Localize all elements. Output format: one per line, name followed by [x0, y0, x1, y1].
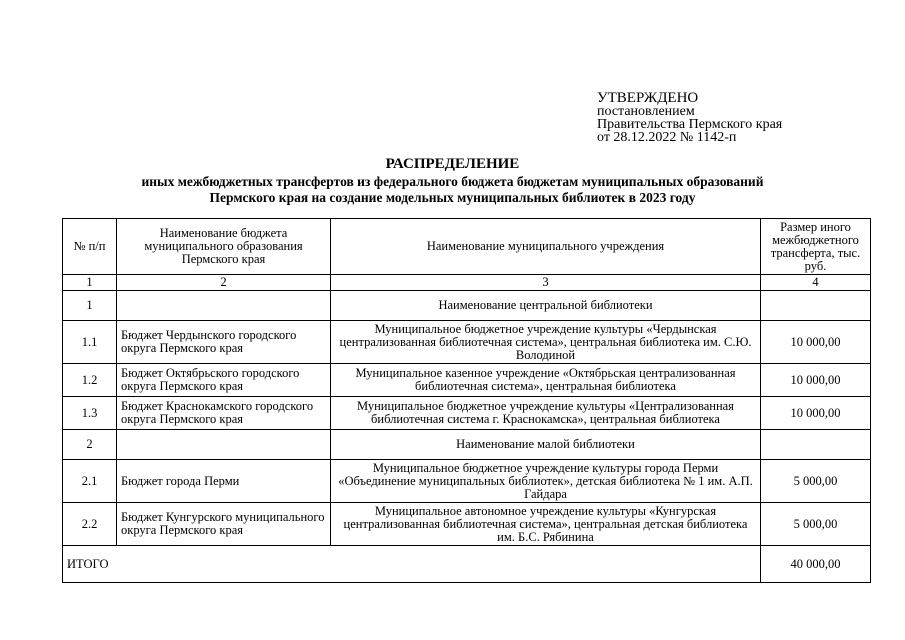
row-budget: Бюджет Октябрьского городского округа Пермского края — [117, 364, 331, 397]
column-number: 1 — [63, 275, 117, 291]
row-budget: Бюджет города Перми — [117, 460, 331, 503]
row-amount: 5 000,00 — [761, 460, 871, 503]
header-budget: Наименование бюджета муниципального образования Пермского края — [117, 219, 331, 275]
section-empty-cell — [117, 291, 331, 321]
total-row — [63, 546, 871, 583]
document-title: РАСПРЕДЕЛЕНИЕ — [385, 156, 520, 172]
section-row — [63, 291, 871, 321]
row-institution: Муниципальное бюджетное учреждение культуры «Чердынская централизованная библиотечная система», центральная библиотека им. С.Ю. Володиной — [331, 321, 761, 364]
table-row — [63, 397, 871, 430]
approval-line-3: от 28.12.2022 № 1142-п — [597, 130, 737, 145]
table-row — [63, 321, 871, 364]
row-num: 1.3 — [63, 397, 117, 430]
approval-block — [597, 92, 782, 144]
row-num: 2.2 — [63, 503, 117, 546]
header-institution: Наименование муниципального учреждения — [331, 219, 761, 275]
section-row — [63, 430, 871, 460]
column-number: 4 — [761, 275, 871, 291]
row-institution: Муниципальное казенное учреждение «Октябрьская централизованная библиотечная система», центральная библиотека — [331, 364, 761, 397]
row-num: 1.2 — [63, 364, 117, 397]
table-row — [63, 364, 871, 397]
row-amount: 10 000,00 — [761, 364, 871, 397]
total-label: ИТОГО — [63, 546, 761, 583]
row-institution: Муниципальное бюджетное учреждение культуры города Перми «Объединение муниципальных библиотек», детская библиотека № 1 им. А.П. Гайдара — [331, 460, 761, 503]
distribution-table — [62, 218, 871, 583]
row-amount: 5 000,00 — [761, 503, 871, 546]
section-empty-cell — [761, 430, 871, 460]
row-budget: Бюджет Кунгурского муниципального округа Пермского края — [117, 503, 331, 546]
row-amount: 10 000,00 — [761, 397, 871, 430]
section-title: Наименование центральной библиотеки — [331, 291, 761, 321]
approval-title: УТВЕРЖДЕНО — [597, 90, 699, 106]
row-institution: Муниципальное бюджетное учреждение культуры «Централизованная библиотечная система г. Краснокамска», центральная библиотека — [331, 397, 761, 430]
row-institution: Муниципальное автономное учреждение культуры «Кунгурская централизованная библиотечная система», центральная детская библиотека им. Б.С. Рябинина — [331, 503, 761, 546]
approval-line-1: постановлением — [597, 104, 695, 119]
header-num: № п/п — [63, 219, 117, 275]
section-title: Наименование малой библиотеки — [331, 430, 761, 460]
section-num: 2 — [63, 430, 117, 460]
row-num: 2.1 — [63, 460, 117, 503]
section-num: 1 — [63, 291, 117, 321]
table-header-row — [63, 219, 871, 275]
table-row — [63, 503, 871, 546]
row-num: 1.1 — [63, 321, 117, 364]
section-empty-cell — [761, 291, 871, 321]
section-empty-cell — [117, 430, 331, 460]
document-subtitle-line-2: Пермского края на создание модельных муниципальных библиотек в 2023 году — [209, 190, 696, 205]
table-row — [63, 460, 871, 503]
document-subtitle-line-1: иных межбюджетных трансфертов из федерального бюджета бюджетам муниципальных образований — [141, 174, 764, 189]
total-amount: 40 000,00 — [761, 546, 871, 583]
column-number: 2 — [117, 275, 331, 291]
column-number-row — [63, 275, 871, 291]
row-budget: Бюджет Краснокамского городского округа Пермского края — [117, 397, 331, 430]
row-amount: 10 000,00 — [761, 321, 871, 364]
document-heading — [0, 155, 905, 205]
row-budget: Бюджет Чердынского городского округа Пермского края — [117, 321, 331, 364]
header-amount: Размер иного межбюджетного трансферта, тыс. руб. — [761, 219, 871, 275]
approval-line-2: Правительства Пермского края — [597, 117, 783, 132]
column-number: 3 — [331, 275, 761, 291]
